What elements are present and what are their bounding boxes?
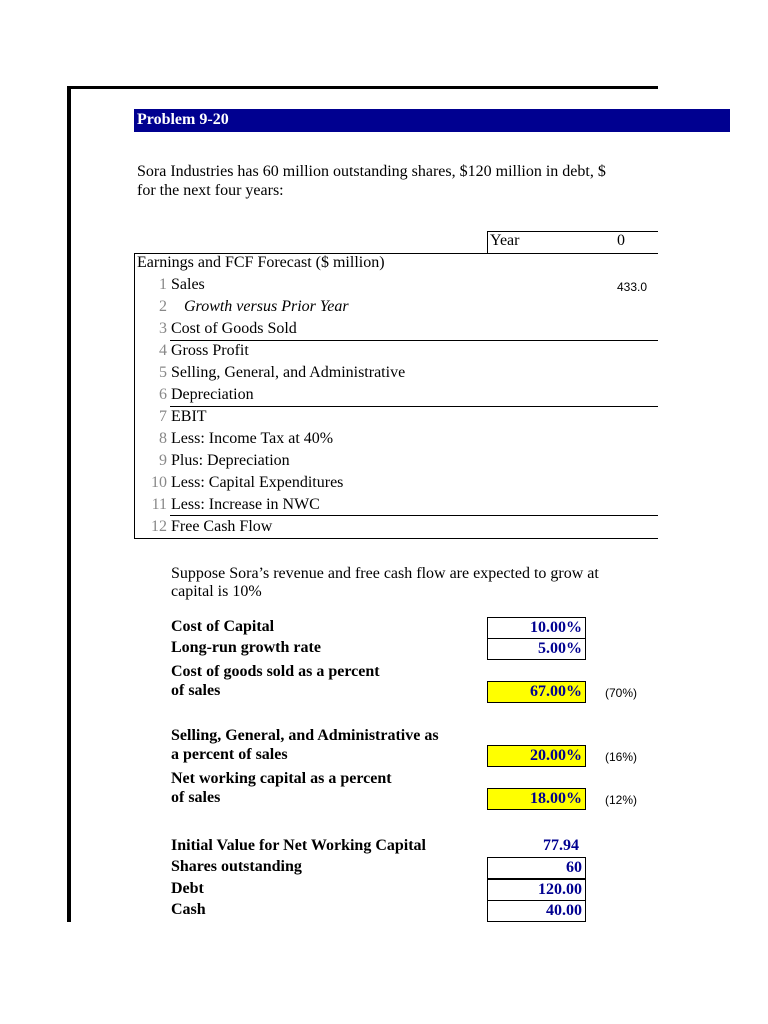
cogs-percent-label-1: Cost of goods sold as a percent (171, 663, 380, 680)
suppose-line-1: Suppose Sora’s revenue and free cash flow are expected to grow at (171, 565, 599, 582)
nwc-percent-label-1: Net working capital as a percent (171, 770, 392, 787)
table-bottom-border (134, 538, 658, 539)
row-number: 7 (159, 408, 167, 425)
table-left-border (134, 253, 135, 539)
nwc-percent-note: (12%) (605, 793, 638, 807)
sga-percent-label-1: Selling, General, and Administrative as (171, 727, 439, 744)
row-number: 4 (159, 342, 167, 359)
row-label-income-tax: Less: Income Tax at 40% (171, 430, 334, 447)
shares-outstanding-label: Shares outstanding (171, 858, 302, 875)
debt-input[interactable]: 120.00 (487, 879, 586, 901)
growth-rate-input[interactable]: 5.00% (487, 638, 586, 660)
row-number: 6 (159, 386, 167, 403)
subtotal-line-ebit (170, 406, 658, 407)
cogs-percent-label-2: of sales (171, 682, 221, 699)
intro-line-1: Sora Industries has 60 million outstanding shares, $120 million in debt, $ (137, 163, 606, 180)
row-label-growth: Growth versus Prior Year (184, 298, 349, 315)
sga-percent-label-2: a percent of sales (171, 746, 288, 763)
cost-of-capital-input[interactable]: 10.00% (487, 617, 586, 639)
sales-year-0-value: 433.0 (617, 280, 648, 294)
cogs-percent-input[interactable]: 67.00% (487, 681, 586, 703)
year-header: Year (490, 232, 520, 249)
year-box-left (487, 231, 488, 253)
row-label-sales: Sales (171, 276, 205, 293)
sga-percent-input[interactable]: 20.00% (487, 745, 586, 767)
intro-line-2: for the next four years: (137, 182, 284, 199)
row-label-nwc-increase: Less: Increase in NWC (171, 496, 320, 513)
row-label-capex: Less: Capital Expenditures (171, 474, 344, 491)
suppose-line-2: capital is 10% (171, 583, 262, 600)
row-number: 11 (151, 496, 167, 513)
subtotal-line-fcf (170, 515, 658, 516)
row-label-cogs: Cost of Goods Sold (171, 320, 297, 337)
initial-nwc-value: 77.94 (543, 837, 579, 854)
row-label-depreciation: Depreciation (171, 386, 254, 403)
growth-rate-label: Long-run growth rate (171, 639, 321, 656)
row-label-plus-depreciation: Plus: Depreciation (171, 452, 290, 469)
cogs-percent-note: (70%) (605, 686, 638, 700)
row-number: 9 (159, 452, 167, 469)
row-label-fcf: Free Cash Flow (171, 518, 273, 535)
shares-outstanding-input[interactable]: 60 (487, 857, 586, 879)
cash-label: Cash (171, 901, 206, 918)
table-heading: Earnings and FCF Forecast ($ million) (137, 254, 385, 271)
page-title: Problem 9-20 (137, 111, 229, 128)
sga-percent-note: (16%) (605, 750, 638, 764)
sheet-left-border (67, 86, 71, 922)
row-label-ebit: EBIT (171, 408, 207, 425)
nwc-percent-label-2: of sales (171, 789, 221, 806)
row-number: 10 (151, 474, 167, 491)
subtotal-line-gross-profit (170, 340, 658, 341)
nwc-percent-input[interactable]: 18.00% (487, 788, 586, 810)
cost-of-capital-label: Cost of Capital (171, 618, 275, 635)
initial-nwc-label: Initial Value for Net Working Capital (171, 837, 426, 854)
debt-label: Debt (171, 880, 204, 897)
row-number: 2 (159, 298, 167, 315)
cash-input[interactable]: 40.00 (487, 900, 586, 922)
row-label-sga: Selling, General, and Administrative (171, 364, 406, 381)
row-number: 5 (159, 364, 167, 381)
row-number: 3 (159, 320, 167, 337)
sheet-top-border (67, 86, 658, 89)
row-number: 8 (159, 430, 167, 447)
row-number: 12 (151, 518, 167, 535)
row-number: 1 (159, 276, 167, 293)
year-0-header: 0 (617, 232, 625, 249)
title-bar (134, 109, 730, 132)
row-label-gross-profit: Gross Profit (171, 342, 249, 359)
